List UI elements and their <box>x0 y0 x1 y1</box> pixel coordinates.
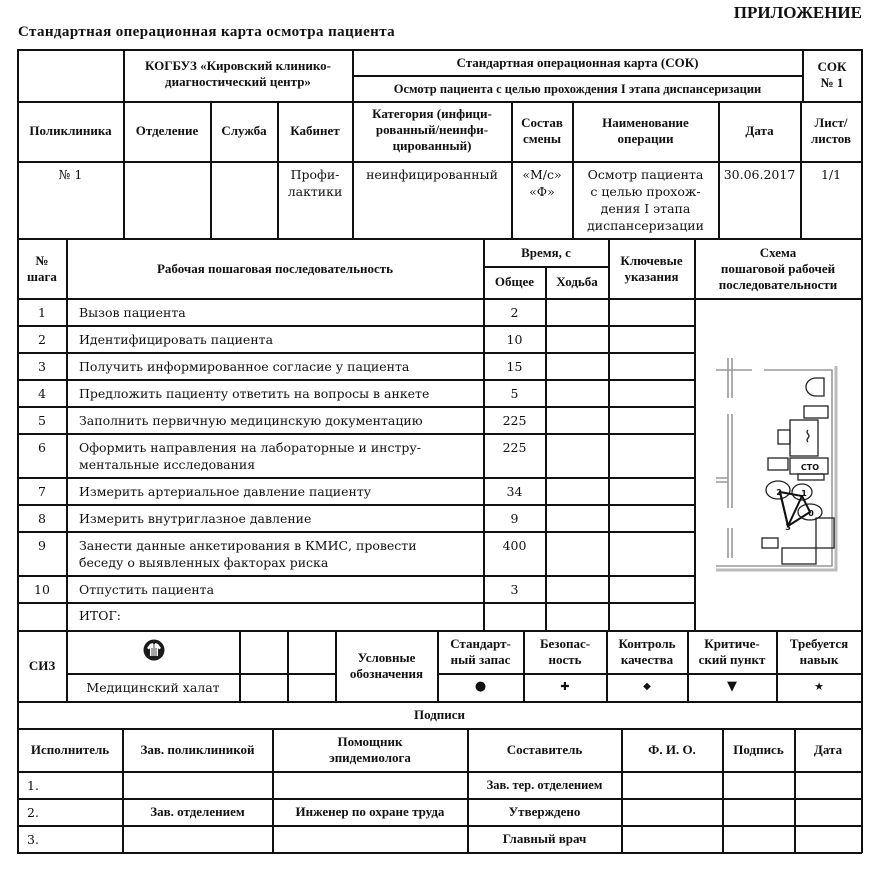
cross-icon: ✚ <box>560 680 570 693</box>
ppe-label: СИЗ <box>28 658 56 673</box>
step-text: Измерить внутриглазное давление <box>79 511 312 526</box>
fio-field[interactable] <box>623 773 721 797</box>
sig-header-executor: Исполнитель <box>30 742 110 757</box>
circle-icon: ● <box>474 679 487 694</box>
col-header-cabinet: Кабинет <box>290 123 340 138</box>
col-header-polyclinic: Поликлиника <box>29 123 112 138</box>
step-time-total: 225 <box>502 440 527 455</box>
step-text: Измерить артериальное давление пациенту <box>79 484 372 499</box>
step-text: Оформить направления на лабораторные и инстру- ментальные исследования <box>79 440 421 472</box>
header-key-points: Ключевые указания <box>620 253 683 284</box>
step-time-total: 15 <box>506 359 523 374</box>
sok-title: Стандартная операционная карта (СОК) <box>456 55 699 70</box>
date-field[interactable] <box>796 773 860 797</box>
header-scheme: Схема пошаговой рабочей последовательности <box>718 245 838 292</box>
col-header-service: Служба <box>221 123 267 138</box>
signature-role: Зав. тер. отделением <box>486 778 603 792</box>
signature-field[interactable] <box>724 800 793 824</box>
signature-field[interactable] <box>724 773 793 797</box>
legend-label: Условные обозначения <box>349 650 424 681</box>
sig-header-date: Дата <box>813 742 843 757</box>
value-category: неинфицированный <box>366 167 498 182</box>
diamond-icon: ◆ <box>643 681 651 692</box>
header-sequence: Рабочая пошаговая последовательность <box>156 261 393 276</box>
col-header-shift: Состав смены <box>521 115 563 146</box>
step-text: Отпустить пациента <box>79 582 215 597</box>
date-field[interactable] <box>796 827 860 851</box>
sig-header-composer: Составитель <box>506 742 583 757</box>
executor-number: 1. <box>27 778 39 793</box>
workflow-scheme-diagram <box>712 358 840 576</box>
step-text: Вызов пациента <box>79 305 186 320</box>
step-time-total: 10 <box>506 332 523 347</box>
step-number: 2 <box>38 332 46 347</box>
step-number: 9 <box>38 538 46 553</box>
step-number: 8 <box>38 511 46 526</box>
step-text: Занести данные анкетирования в КМИС, провести беседу о выявленных факторах риска <box>79 538 417 570</box>
header-time: Время, с <box>521 245 571 260</box>
head-department-label: Зав. отделением <box>150 804 245 819</box>
safety-engineer-label: Инженер по охране труда <box>295 804 445 819</box>
document-title: Стандартная операционная карта осмотра пациента <box>18 24 396 40</box>
step-text: Получить информированное согласие у пациента <box>79 359 410 374</box>
signature-role: Главный врач <box>502 831 587 846</box>
svg-text:0: 0 <box>808 509 814 518</box>
step-number: 3 <box>38 359 46 374</box>
step-time-total: 2 <box>510 305 519 320</box>
step-number: 6 <box>38 440 46 455</box>
signature-field[interactable] <box>724 827 793 851</box>
value-operation: Осмотр пациента с целью прохож- дения I этапа диспансеризации <box>587 167 704 233</box>
header-time-total: Общее <box>494 274 535 289</box>
step-number: 5 <box>38 413 46 428</box>
desk-label: СТО <box>800 463 820 472</box>
col-header-category: Категория (инфици- рованный/неинфи- цированный) <box>372 106 492 153</box>
star-icon: ★ <box>814 680 824 693</box>
svg-text:1: 1 <box>801 489 807 498</box>
value-cabinet: Профи- лактики <box>287 167 343 199</box>
svg-text:2: 2 <box>776 488 782 497</box>
value-shift: «М/с» «Ф» <box>522 167 562 199</box>
step-time-total: 225 <box>502 413 527 428</box>
step-time-total: 3 <box>510 582 519 597</box>
value-sheet: 1/1 <box>820 167 842 182</box>
step-time-total: 34 <box>506 484 523 499</box>
step-number: 1 <box>38 305 46 320</box>
value-date: 30.06.2017 <box>723 167 796 182</box>
header-time-walk: Ходьба <box>556 274 598 289</box>
svg-text:3: 3 <box>785 523 791 532</box>
col-header-department: Отделение <box>135 123 199 138</box>
signature-role: Утверждено <box>508 804 581 819</box>
sig-header-signature: Подпись <box>733 742 784 757</box>
triangle-down-icon: ▼ <box>727 679 737 694</box>
date-field[interactable] <box>796 800 860 824</box>
sok-subtitle: Осмотр пациента с целью прохождения I этапа диспансеризации <box>393 82 762 96</box>
step-text: Предложить пациенту ответить на вопросы в анкете <box>79 386 430 401</box>
fio-field[interactable] <box>623 827 721 851</box>
organization-name: КОГБУЗ «Кировский клинико- диагностический центр» <box>145 58 331 89</box>
appendix-label: ПРИЛОЖЕНИЕ <box>733 3 862 22</box>
executor-number: 2. <box>27 805 39 820</box>
sig-header-head-polyclinic: Зав. поликлиникой <box>140 742 255 757</box>
step-number: 4 <box>38 386 46 401</box>
total-label: ИТОГ: <box>79 608 121 623</box>
sig-header-fio: Ф. И. О. <box>648 742 696 757</box>
sig-header-epidemiologist: Помощник эпидемиолога <box>329 734 411 765</box>
executor-number: 3. <box>27 832 39 847</box>
step-time-total: 5 <box>510 386 519 401</box>
medical-gown-icon <box>143 639 165 661</box>
header-step-no: № шага <box>27 253 57 284</box>
ppe-item: Медицинский халат <box>86 680 220 695</box>
step-number: 10 <box>34 582 50 597</box>
col-header-operation: Наименование операции <box>602 115 689 146</box>
step-text: Заполнить первичную медицинскую документацию <box>79 413 423 428</box>
col-header-date: Дата <box>745 123 774 138</box>
sok-number: СОК № 1 <box>817 59 847 90</box>
value-polyclinic: № 1 <box>58 167 83 182</box>
step-text: Идентифицировать пациента <box>79 332 274 347</box>
step-time-total: 9 <box>510 511 519 526</box>
step-number: 7 <box>38 484 46 499</box>
col-header-sheet: Лист/ листов <box>811 115 851 146</box>
step-time-total: 400 <box>502 538 527 553</box>
fio-field[interactable] <box>623 800 721 824</box>
signatures-title: Подписи <box>413 707 466 722</box>
